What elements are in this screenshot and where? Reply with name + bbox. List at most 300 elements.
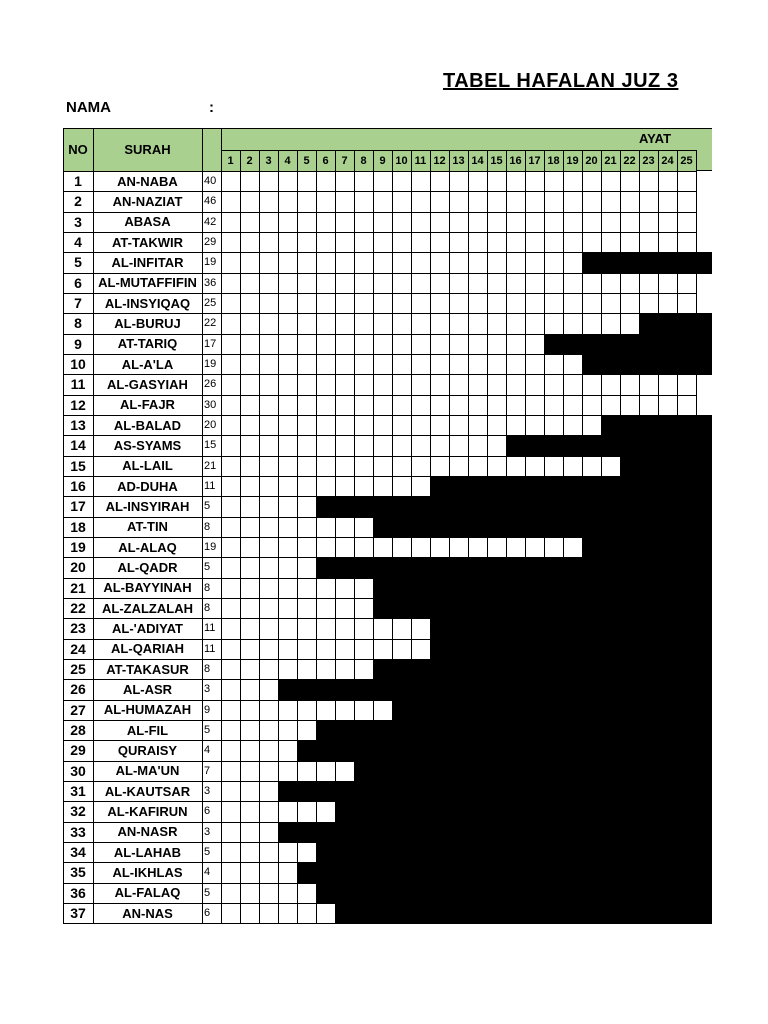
hafalan-checkbox-cell[interactable] (373, 212, 393, 233)
hafalan-checkbox-cell[interactable] (563, 212, 583, 233)
hafalan-checkbox-cell[interactable] (582, 232, 602, 253)
hafalan-checkbox-cell[interactable] (373, 191, 393, 212)
hafalan-checkbox-cell[interactable] (411, 374, 431, 395)
hafalan-checkbox-cell[interactable] (506, 273, 526, 294)
hafalan-checkbox-cell[interactable] (259, 720, 279, 741)
hafalan-checkbox-cell[interactable] (430, 435, 450, 456)
hafalan-checkbox-cell[interactable] (373, 456, 393, 477)
hafalan-checkbox-cell[interactable] (240, 252, 260, 273)
hafalan-checkbox-cell[interactable] (240, 212, 260, 233)
hafalan-checkbox-cell[interactable] (487, 334, 507, 355)
hafalan-checkbox-cell[interactable] (620, 313, 640, 334)
hafalan-checkbox-cell[interactable] (392, 395, 412, 416)
hafalan-checkbox-cell[interactable] (221, 313, 241, 334)
hafalan-checkbox-cell[interactable] (316, 171, 336, 192)
hafalan-checkbox-cell[interactable] (430, 212, 450, 233)
hafalan-checkbox-cell[interactable] (335, 598, 355, 619)
hafalan-checkbox-cell[interactable] (544, 415, 564, 436)
hafalan-checkbox-cell[interactable] (468, 415, 488, 436)
hafalan-checkbox-cell[interactable] (392, 354, 412, 375)
hafalan-checkbox-cell[interactable] (354, 212, 374, 233)
hafalan-checkbox-cell[interactable] (677, 273, 697, 294)
hafalan-checkbox-cell[interactable] (240, 476, 260, 497)
hafalan-checkbox-cell[interactable] (221, 435, 241, 456)
hafalan-checkbox-cell[interactable] (221, 639, 241, 660)
hafalan-checkbox-cell[interactable] (506, 456, 526, 477)
hafalan-checkbox-cell[interactable] (240, 700, 260, 721)
hafalan-checkbox-cell[interactable] (449, 313, 469, 334)
hafalan-checkbox-cell[interactable] (259, 598, 279, 619)
hafalan-checkbox-cell[interactable] (278, 273, 298, 294)
hafalan-checkbox-cell[interactable] (582, 313, 602, 334)
hafalan-checkbox-cell[interactable] (240, 679, 260, 700)
hafalan-checkbox-cell[interactable] (506, 232, 526, 253)
hafalan-checkbox-cell[interactable] (240, 232, 260, 253)
hafalan-checkbox-cell[interactable] (240, 659, 260, 680)
hafalan-checkbox-cell[interactable] (278, 496, 298, 517)
hafalan-checkbox-cell[interactable] (316, 578, 336, 599)
hafalan-checkbox-cell[interactable] (354, 435, 374, 456)
hafalan-checkbox-cell[interactable] (392, 456, 412, 477)
hafalan-checkbox-cell[interactable] (240, 517, 260, 538)
hafalan-checkbox-cell[interactable] (278, 293, 298, 314)
hafalan-checkbox-cell[interactable] (278, 700, 298, 721)
hafalan-checkbox-cell[interactable] (335, 761, 355, 782)
hafalan-checkbox-cell[interactable] (525, 191, 545, 212)
hafalan-checkbox-cell[interactable] (392, 476, 412, 497)
hafalan-checkbox-cell[interactable] (411, 415, 431, 436)
hafalan-checkbox-cell[interactable] (392, 212, 412, 233)
hafalan-checkbox-cell[interactable] (544, 273, 564, 294)
hafalan-checkbox-cell[interactable] (297, 883, 317, 904)
hafalan-checkbox-cell[interactable] (240, 883, 260, 904)
hafalan-checkbox-cell[interactable] (525, 395, 545, 416)
hafalan-checkbox-cell[interactable] (316, 639, 336, 660)
hafalan-checkbox-cell[interactable] (278, 232, 298, 253)
hafalan-checkbox-cell[interactable] (582, 273, 602, 294)
hafalan-checkbox-cell[interactable] (468, 252, 488, 273)
hafalan-checkbox-cell[interactable] (335, 700, 355, 721)
hafalan-checkbox-cell[interactable] (335, 313, 355, 334)
hafalan-checkbox-cell[interactable] (392, 171, 412, 192)
hafalan-checkbox-cell[interactable] (240, 578, 260, 599)
hafalan-checkbox-cell[interactable] (278, 435, 298, 456)
hafalan-checkbox-cell[interactable] (373, 334, 393, 355)
hafalan-checkbox-cell[interactable] (506, 537, 526, 558)
hafalan-checkbox-cell[interactable] (525, 354, 545, 375)
hafalan-checkbox-cell[interactable] (487, 435, 507, 456)
hafalan-checkbox-cell[interactable] (373, 273, 393, 294)
hafalan-checkbox-cell[interactable] (620, 171, 640, 192)
hafalan-checkbox-cell[interactable] (297, 801, 317, 822)
hafalan-checkbox-cell[interactable] (278, 883, 298, 904)
hafalan-checkbox-cell[interactable] (259, 700, 279, 721)
hafalan-checkbox-cell[interactable] (525, 171, 545, 192)
hafalan-checkbox-cell[interactable] (392, 232, 412, 253)
hafalan-checkbox-cell[interactable] (335, 659, 355, 680)
hafalan-checkbox-cell[interactable] (430, 232, 450, 253)
hafalan-checkbox-cell[interactable] (354, 700, 374, 721)
hafalan-checkbox-cell[interactable] (411, 354, 431, 375)
hafalan-checkbox-cell[interactable] (430, 191, 450, 212)
hafalan-checkbox-cell[interactable] (259, 618, 279, 639)
hafalan-checkbox-cell[interactable] (620, 232, 640, 253)
hafalan-checkbox-cell[interactable] (278, 517, 298, 538)
hafalan-checkbox-cell[interactable] (677, 212, 697, 233)
hafalan-checkbox-cell[interactable] (297, 659, 317, 680)
hafalan-checkbox-cell[interactable] (240, 598, 260, 619)
hafalan-checkbox-cell[interactable] (316, 354, 336, 375)
hafalan-checkbox-cell[interactable] (221, 517, 241, 538)
hafalan-checkbox-cell[interactable] (259, 415, 279, 436)
hafalan-checkbox-cell[interactable] (335, 293, 355, 314)
hafalan-checkbox-cell[interactable] (221, 334, 241, 355)
hafalan-checkbox-cell[interactable] (563, 395, 583, 416)
hafalan-checkbox-cell[interactable] (487, 537, 507, 558)
hafalan-checkbox-cell[interactable] (658, 293, 678, 314)
hafalan-checkbox-cell[interactable] (525, 537, 545, 558)
hafalan-checkbox-cell[interactable] (373, 395, 393, 416)
hafalan-checkbox-cell[interactable] (525, 456, 545, 477)
hafalan-checkbox-cell[interactable] (449, 293, 469, 314)
hafalan-checkbox-cell[interactable] (335, 456, 355, 477)
hafalan-checkbox-cell[interactable] (240, 720, 260, 741)
hafalan-checkbox-cell[interactable] (639, 212, 659, 233)
hafalan-checkbox-cell[interactable] (506, 212, 526, 233)
hafalan-checkbox-cell[interactable] (601, 232, 621, 253)
hafalan-checkbox-cell[interactable] (430, 537, 450, 558)
hafalan-checkbox-cell[interactable] (544, 456, 564, 477)
hafalan-checkbox-cell[interactable] (525, 374, 545, 395)
hafalan-checkbox-cell[interactable] (392, 313, 412, 334)
hafalan-checkbox-cell[interactable] (297, 761, 317, 782)
hafalan-checkbox-cell[interactable] (430, 273, 450, 294)
hafalan-checkbox-cell[interactable] (563, 293, 583, 314)
hafalan-checkbox-cell[interactable] (563, 537, 583, 558)
hafalan-checkbox-cell[interactable] (221, 191, 241, 212)
hafalan-checkbox-cell[interactable] (430, 171, 450, 192)
hafalan-checkbox-cell[interactable] (506, 191, 526, 212)
hafalan-checkbox-cell[interactable] (354, 273, 374, 294)
hafalan-checkbox-cell[interactable] (430, 354, 450, 375)
hafalan-checkbox-cell[interactable] (259, 334, 279, 355)
hafalan-checkbox-cell[interactable] (278, 801, 298, 822)
hafalan-checkbox-cell[interactable] (316, 618, 336, 639)
hafalan-checkbox-cell[interactable] (316, 903, 336, 924)
hafalan-checkbox-cell[interactable] (221, 720, 241, 741)
hafalan-checkbox-cell[interactable] (297, 557, 317, 578)
hafalan-checkbox-cell[interactable] (259, 537, 279, 558)
hafalan-checkbox-cell[interactable] (316, 395, 336, 416)
hafalan-checkbox-cell[interactable] (335, 273, 355, 294)
hafalan-checkbox-cell[interactable] (468, 232, 488, 253)
hafalan-checkbox-cell[interactable] (278, 415, 298, 436)
hafalan-checkbox-cell[interactable] (392, 334, 412, 355)
hafalan-checkbox-cell[interactable] (297, 252, 317, 273)
hafalan-checkbox-cell[interactable] (240, 842, 260, 863)
hafalan-checkbox-cell[interactable] (259, 862, 279, 883)
hafalan-checkbox-cell[interactable] (240, 740, 260, 761)
hafalan-checkbox-cell[interactable] (221, 740, 241, 761)
hafalan-checkbox-cell[interactable] (259, 740, 279, 761)
hafalan-checkbox-cell[interactable] (468, 212, 488, 233)
hafalan-checkbox-cell[interactable] (259, 476, 279, 497)
hafalan-checkbox-cell[interactable] (297, 232, 317, 253)
hafalan-checkbox-cell[interactable] (259, 842, 279, 863)
hafalan-checkbox-cell[interactable] (449, 435, 469, 456)
hafalan-checkbox-cell[interactable] (468, 435, 488, 456)
hafalan-checkbox-cell[interactable] (620, 273, 640, 294)
hafalan-checkbox-cell[interactable] (240, 557, 260, 578)
hafalan-checkbox-cell[interactable] (563, 313, 583, 334)
hafalan-checkbox-cell[interactable] (563, 354, 583, 375)
hafalan-checkbox-cell[interactable] (582, 456, 602, 477)
hafalan-checkbox-cell[interactable] (354, 578, 374, 599)
hafalan-checkbox-cell[interactable] (411, 212, 431, 233)
hafalan-checkbox-cell[interactable] (354, 232, 374, 253)
hafalan-checkbox-cell[interactable] (221, 822, 241, 843)
hafalan-checkbox-cell[interactable] (449, 212, 469, 233)
hafalan-checkbox-cell[interactable] (544, 313, 564, 334)
hafalan-checkbox-cell[interactable] (354, 354, 374, 375)
hafalan-checkbox-cell[interactable] (316, 435, 336, 456)
hafalan-checkbox-cell[interactable] (259, 232, 279, 253)
hafalan-checkbox-cell[interactable] (430, 456, 450, 477)
hafalan-checkbox-cell[interactable] (411, 273, 431, 294)
hafalan-checkbox-cell[interactable] (468, 395, 488, 416)
hafalan-checkbox-cell[interactable] (354, 395, 374, 416)
hafalan-checkbox-cell[interactable] (468, 374, 488, 395)
hafalan-checkbox-cell[interactable] (506, 171, 526, 192)
hafalan-checkbox-cell[interactable] (259, 191, 279, 212)
hafalan-checkbox-cell[interactable] (278, 720, 298, 741)
hafalan-checkbox-cell[interactable] (487, 374, 507, 395)
hafalan-checkbox-cell[interactable] (335, 232, 355, 253)
hafalan-checkbox-cell[interactable] (278, 313, 298, 334)
hafalan-checkbox-cell[interactable] (487, 273, 507, 294)
hafalan-checkbox-cell[interactable] (411, 171, 431, 192)
hafalan-checkbox-cell[interactable] (278, 476, 298, 497)
hafalan-checkbox-cell[interactable] (563, 415, 583, 436)
hafalan-checkbox-cell[interactable] (297, 537, 317, 558)
hafalan-checkbox-cell[interactable] (468, 334, 488, 355)
hafalan-checkbox-cell[interactable] (354, 517, 374, 538)
hafalan-checkbox-cell[interactable] (544, 354, 564, 375)
hafalan-checkbox-cell[interactable] (411, 191, 431, 212)
hafalan-checkbox-cell[interactable] (658, 374, 678, 395)
hafalan-checkbox-cell[interactable] (658, 395, 678, 416)
hafalan-checkbox-cell[interactable] (487, 415, 507, 436)
hafalan-checkbox-cell[interactable] (373, 435, 393, 456)
hafalan-checkbox-cell[interactable] (449, 537, 469, 558)
hafalan-checkbox-cell[interactable] (297, 517, 317, 538)
hafalan-checkbox-cell[interactable] (297, 598, 317, 619)
hafalan-checkbox-cell[interactable] (297, 334, 317, 355)
hafalan-checkbox-cell[interactable] (677, 191, 697, 212)
hafalan-checkbox-cell[interactable] (278, 761, 298, 782)
hafalan-checkbox-cell[interactable] (525, 232, 545, 253)
hafalan-checkbox-cell[interactable] (316, 659, 336, 680)
hafalan-checkbox-cell[interactable] (373, 232, 393, 253)
hafalan-checkbox-cell[interactable] (544, 171, 564, 192)
hafalan-checkbox-cell[interactable] (392, 252, 412, 273)
hafalan-checkbox-cell[interactable] (658, 232, 678, 253)
hafalan-checkbox-cell[interactable] (658, 171, 678, 192)
hafalan-checkbox-cell[interactable] (392, 618, 412, 639)
hafalan-checkbox-cell[interactable] (335, 191, 355, 212)
hafalan-checkbox-cell[interactable] (468, 191, 488, 212)
hafalan-checkbox-cell[interactable] (430, 334, 450, 355)
hafalan-checkbox-cell[interactable] (601, 395, 621, 416)
hafalan-checkbox-cell[interactable] (430, 374, 450, 395)
hafalan-checkbox-cell[interactable] (316, 415, 336, 436)
hafalan-checkbox-cell[interactable] (354, 537, 374, 558)
hafalan-checkbox-cell[interactable] (449, 334, 469, 355)
hafalan-checkbox-cell[interactable] (392, 374, 412, 395)
hafalan-checkbox-cell[interactable] (240, 374, 260, 395)
hafalan-checkbox-cell[interactable] (259, 557, 279, 578)
hafalan-checkbox-cell[interactable] (297, 313, 317, 334)
hafalan-checkbox-cell[interactable] (506, 415, 526, 436)
hafalan-checkbox-cell[interactable] (335, 334, 355, 355)
hafalan-checkbox-cell[interactable] (506, 354, 526, 375)
hafalan-checkbox-cell[interactable] (544, 232, 564, 253)
hafalan-checkbox-cell[interactable] (316, 517, 336, 538)
hafalan-checkbox-cell[interactable] (468, 354, 488, 375)
hafalan-checkbox-cell[interactable] (544, 252, 564, 273)
hafalan-checkbox-cell[interactable] (316, 761, 336, 782)
hafalan-checkbox-cell[interactable] (240, 313, 260, 334)
hafalan-checkbox-cell[interactable] (297, 395, 317, 416)
hafalan-checkbox-cell[interactable] (259, 496, 279, 517)
hafalan-checkbox-cell[interactable] (221, 395, 241, 416)
hafalan-checkbox-cell[interactable] (240, 801, 260, 822)
hafalan-checkbox-cell[interactable] (221, 903, 241, 924)
hafalan-checkbox-cell[interactable] (259, 374, 279, 395)
hafalan-checkbox-cell[interactable] (487, 456, 507, 477)
hafalan-checkbox-cell[interactable] (392, 191, 412, 212)
hafalan-checkbox-cell[interactable] (411, 395, 431, 416)
hafalan-checkbox-cell[interactable] (392, 273, 412, 294)
hafalan-checkbox-cell[interactable] (639, 395, 659, 416)
hafalan-checkbox-cell[interactable] (297, 476, 317, 497)
hafalan-checkbox-cell[interactable] (278, 252, 298, 273)
hafalan-checkbox-cell[interactable] (278, 598, 298, 619)
hafalan-checkbox-cell[interactable] (449, 191, 469, 212)
hafalan-checkbox-cell[interactable] (544, 293, 564, 314)
hafalan-checkbox-cell[interactable] (316, 598, 336, 619)
hafalan-checkbox-cell[interactable] (582, 171, 602, 192)
hafalan-checkbox-cell[interactable] (297, 456, 317, 477)
hafalan-checkbox-cell[interactable] (240, 354, 260, 375)
hafalan-checkbox-cell[interactable] (449, 171, 469, 192)
hafalan-checkbox-cell[interactable] (316, 700, 336, 721)
hafalan-checkbox-cell[interactable] (639, 273, 659, 294)
hafalan-checkbox-cell[interactable] (601, 313, 621, 334)
hafalan-checkbox-cell[interactable] (468, 537, 488, 558)
hafalan-checkbox-cell[interactable] (278, 618, 298, 639)
hafalan-checkbox-cell[interactable] (677, 395, 697, 416)
hafalan-checkbox-cell[interactable] (658, 191, 678, 212)
hafalan-checkbox-cell[interactable] (373, 354, 393, 375)
hafalan-checkbox-cell[interactable] (487, 395, 507, 416)
hafalan-checkbox-cell[interactable] (297, 639, 317, 660)
hafalan-checkbox-cell[interactable] (240, 639, 260, 660)
hafalan-checkbox-cell[interactable] (487, 171, 507, 192)
hafalan-checkbox-cell[interactable] (677, 293, 697, 314)
hafalan-checkbox-cell[interactable] (506, 313, 526, 334)
hafalan-checkbox-cell[interactable] (354, 252, 374, 273)
hafalan-checkbox-cell[interactable] (563, 232, 583, 253)
hafalan-checkbox-cell[interactable] (354, 374, 374, 395)
hafalan-checkbox-cell[interactable] (259, 781, 279, 802)
hafalan-checkbox-cell[interactable] (373, 618, 393, 639)
hafalan-checkbox-cell[interactable] (278, 171, 298, 192)
hafalan-checkbox-cell[interactable] (468, 171, 488, 192)
hafalan-checkbox-cell[interactable] (582, 415, 602, 436)
hafalan-checkbox-cell[interactable] (316, 801, 336, 822)
hafalan-checkbox-cell[interactable] (240, 334, 260, 355)
hafalan-checkbox-cell[interactable] (392, 435, 412, 456)
hafalan-checkbox-cell[interactable] (335, 476, 355, 497)
hafalan-checkbox-cell[interactable] (354, 415, 374, 436)
hafalan-checkbox-cell[interactable] (240, 781, 260, 802)
hafalan-checkbox-cell[interactable] (221, 496, 241, 517)
hafalan-checkbox-cell[interactable] (278, 578, 298, 599)
hafalan-checkbox-cell[interactable] (221, 618, 241, 639)
hafalan-checkbox-cell[interactable] (278, 537, 298, 558)
hafalan-checkbox-cell[interactable] (316, 374, 336, 395)
hafalan-checkbox-cell[interactable] (392, 537, 412, 558)
hafalan-checkbox-cell[interactable] (316, 293, 336, 314)
hafalan-checkbox-cell[interactable] (259, 822, 279, 843)
hafalan-checkbox-cell[interactable] (544, 374, 564, 395)
hafalan-checkbox-cell[interactable] (240, 273, 260, 294)
hafalan-checkbox-cell[interactable] (335, 578, 355, 599)
hafalan-checkbox-cell[interactable] (259, 679, 279, 700)
hafalan-checkbox-cell[interactable] (278, 862, 298, 883)
hafalan-checkbox-cell[interactable] (487, 212, 507, 233)
hafalan-checkbox-cell[interactable] (316, 456, 336, 477)
hafalan-checkbox-cell[interactable] (468, 313, 488, 334)
hafalan-checkbox-cell[interactable] (354, 334, 374, 355)
hafalan-checkbox-cell[interactable] (468, 293, 488, 314)
hafalan-checkbox-cell[interactable] (354, 598, 374, 619)
hafalan-checkbox-cell[interactable] (563, 456, 583, 477)
hafalan-checkbox-cell[interactable] (335, 639, 355, 660)
hafalan-checkbox-cell[interactable] (316, 476, 336, 497)
hafalan-checkbox-cell[interactable] (430, 293, 450, 314)
hafalan-checkbox-cell[interactable] (411, 537, 431, 558)
hafalan-checkbox-cell[interactable] (563, 374, 583, 395)
hafalan-checkbox-cell[interactable] (221, 456, 241, 477)
hafalan-checkbox-cell[interactable] (278, 903, 298, 924)
hafalan-checkbox-cell[interactable] (487, 313, 507, 334)
hafalan-checkbox-cell[interactable] (259, 354, 279, 375)
hafalan-checkbox-cell[interactable] (677, 232, 697, 253)
hafalan-checkbox-cell[interactable] (335, 212, 355, 233)
hafalan-checkbox-cell[interactable] (221, 537, 241, 558)
hafalan-checkbox-cell[interactable] (221, 374, 241, 395)
hafalan-checkbox-cell[interactable] (259, 903, 279, 924)
hafalan-checkbox-cell[interactable] (487, 232, 507, 253)
hafalan-checkbox-cell[interactable] (658, 212, 678, 233)
hafalan-checkbox-cell[interactable] (221, 862, 241, 883)
hafalan-checkbox-cell[interactable] (297, 903, 317, 924)
hafalan-checkbox-cell[interactable] (278, 354, 298, 375)
hafalan-checkbox-cell[interactable] (525, 334, 545, 355)
hafalan-checkbox-cell[interactable] (411, 456, 431, 477)
